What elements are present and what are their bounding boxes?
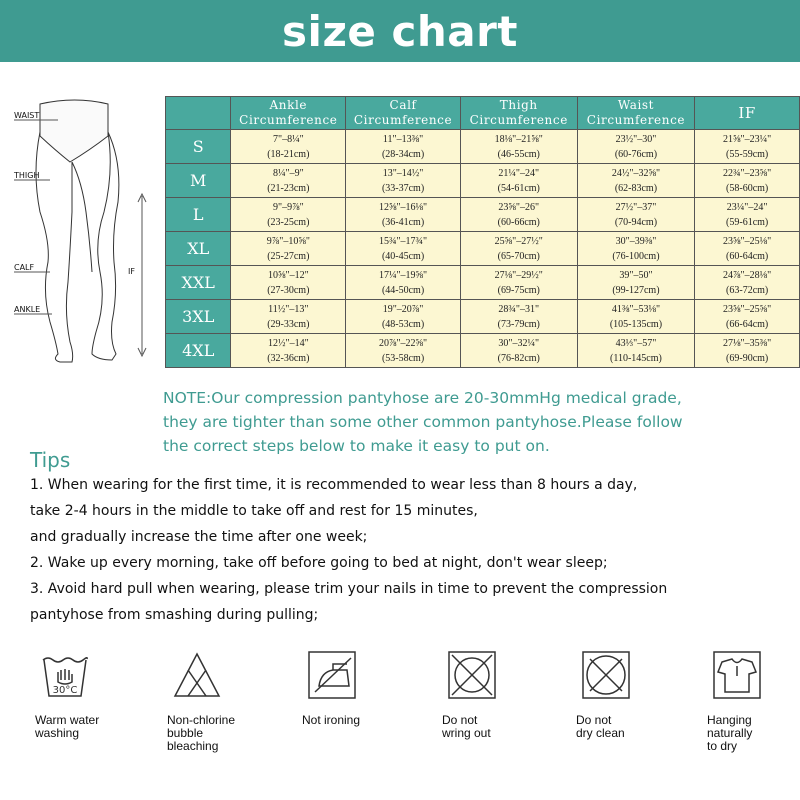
care-item-hang-dry <box>707 650 800 753</box>
value-cell: 27⅛"–35⅜" (69-90cm) <box>695 334 800 368</box>
care-item-no-dry-clean <box>576 650 686 740</box>
tip-line: 1. When wearing for the first time, it is recommended to wear less than 8 hours a day, <box>30 477 638 493</box>
value-cell: 24⅞"–28⅛" (63-72cm) <box>695 266 800 300</box>
care-instructions <box>0 650 800 790</box>
table-row <box>166 130 800 164</box>
care-label: Not ironing <box>302 713 361 727</box>
table-row <box>166 198 800 232</box>
table-row <box>166 300 800 334</box>
value-cell: 7"–8¼" (18-21cm) <box>231 130 346 164</box>
value-cell: 11½"–13" (29-33cm) <box>231 300 346 334</box>
table-row <box>166 232 800 266</box>
value-cell: 20⅞"–22⅝" (53-58cm) <box>346 334 461 368</box>
column-header: Calf Circumference <box>346 97 461 130</box>
value-cell: 19"–20⅞" (48-53cm) <box>346 300 461 334</box>
tips-heading: Tips <box>30 448 71 472</box>
column-header: IF <box>695 97 800 130</box>
value-cell: 23⅝"–25⅝" (66-64cm) <box>695 300 800 334</box>
table-row <box>166 266 800 300</box>
no-dry-clean-icon <box>581 650 631 700</box>
size-cell: 3XL <box>166 300 231 334</box>
tip-line: 2. Wake up every morning, take off before going to bed at night, don't wear sleep; <box>30 555 608 571</box>
value-cell: 27½"–37" (70-94cm) <box>577 198 695 232</box>
legs-illustration <box>0 92 162 382</box>
header-banner <box>0 0 800 62</box>
value-cell: 17¼"–19⅝" (44-50cm) <box>346 266 461 300</box>
value-cell: 21¼"–24" (54-61cm) <box>460 164 577 198</box>
value-cell: 23⅝"–26" (60-66cm) <box>460 198 577 232</box>
table-row <box>166 334 800 368</box>
value-cell: 11"–13⅜" (28-34cm) <box>346 130 461 164</box>
tip-line: 3. Avoid hard pull when wearing, please trim your nails in time to prevent the compression <box>30 581 668 597</box>
warm-wash-icon <box>40 650 90 700</box>
size-cell: XL <box>166 232 231 266</box>
value-cell: 18⅛"–21⅝" (46-55cm) <box>460 130 577 164</box>
note-text <box>163 386 795 458</box>
value-cell: 30"–32¼" (76-82cm) <box>460 334 577 368</box>
care-item-no-wring <box>442 650 552 740</box>
hang-dry-icon <box>712 650 762 700</box>
care-item-warm-wash <box>35 650 145 740</box>
value-cell: 43⅓"–57" (110-145cm) <box>577 334 695 368</box>
value-cell: 41⅜"–53⅛" (105-135cm) <box>577 300 695 334</box>
value-cell: 13"–14½" (33-37cm) <box>346 164 461 198</box>
tip-line: take 2-4 hours in the middle to take off and rest for 15 minutes, <box>30 503 478 519</box>
page-title: size chart <box>282 6 518 56</box>
column-header: Thigh Circumference <box>460 97 577 130</box>
note-line: they are tighter than some other common pantyhose.Please follow <box>163 413 683 431</box>
value-cell: 23⅝"–25⅛" (60-64cm) <box>695 232 800 266</box>
no-bleach-icon <box>172 650 222 700</box>
value-cell: 24½"–32⅝" (62-83cm) <box>577 164 695 198</box>
no-iron-icon <box>307 650 357 700</box>
care-label: Hanging naturally to dry <box>707 713 753 753</box>
waist-label: WAIST <box>14 111 40 120</box>
care-item-no-iron <box>302 650 412 727</box>
thigh-label: THIGH <box>14 171 40 180</box>
value-cell: 21⅝"–23¼" (55-59cm) <box>695 130 800 164</box>
size-cell: M <box>166 164 231 198</box>
tip-line: and gradually increase the time after one week; <box>30 529 368 545</box>
value-cell: 28¾"–31" (73-79cm) <box>460 300 577 334</box>
value-cell: 23¼"–24" (59-61cm) <box>695 198 800 232</box>
value-cell: 25⅝"–27½" (65-70cm) <box>460 232 577 266</box>
table-row <box>166 164 800 198</box>
value-cell: 12⅝"–16⅛" (36-41cm) <box>346 198 461 232</box>
tip-line: pantyhose from smashing during pulling; <box>30 607 319 623</box>
care-label: Do not dry clean <box>576 713 625 740</box>
note-line: the correct steps below to make it easy to put on. <box>163 437 550 455</box>
value-cell: 10⅝"–12" (27-30cm) <box>231 266 346 300</box>
ankle-label: ANKLE <box>14 305 41 314</box>
size-cell: S <box>166 130 231 164</box>
tips-list <box>30 472 795 628</box>
size-table <box>165 96 800 368</box>
care-item-no-bleach <box>167 650 277 753</box>
calf-label: CALF <box>14 263 35 272</box>
table-corner-cell <box>166 97 231 130</box>
value-cell: 23½"–30" (60-76cm) <box>577 130 695 164</box>
care-label: Warm water washing <box>35 713 100 740</box>
if-label: IF <box>128 267 135 276</box>
value-cell: 39"–50" (99-127cm) <box>577 266 695 300</box>
value-cell: 30"–39⅜" (76-100cm) <box>577 232 695 266</box>
value-cell: 27⅛"–29½" (69-75cm) <box>460 266 577 300</box>
no-wring-icon <box>447 650 497 700</box>
leg-diagram <box>0 92 162 382</box>
value-cell: 15¾"–17¾" (40-45cm) <box>346 232 461 266</box>
table-header-row <box>166 97 800 130</box>
care-label: Non-chlorine bubble bleaching <box>167 713 236 753</box>
svg-text:30°C: 30°C <box>52 685 78 696</box>
size-cell: XXL <box>166 266 231 300</box>
value-cell: 12½"–14" (32-36cm) <box>231 334 346 368</box>
note-line: NOTE:Our compression pantyhose are 20-30mmHg medical grade, <box>163 389 682 407</box>
size-cell: 4XL <box>166 334 231 368</box>
value-cell: 9⅞"–10⅝" (25-27cm) <box>231 232 346 266</box>
column-header: Ankle Circumference <box>231 97 346 130</box>
care-label: Do not wring out <box>442 713 491 740</box>
value-cell: 8¼"–9" (21-23cm) <box>231 164 346 198</box>
value-cell: 22¾"–23⅝" (58-60cm) <box>695 164 800 198</box>
value-cell: 9"–9⅞" (23-25cm) <box>231 198 346 232</box>
column-header: Waist Circumference <box>577 97 695 130</box>
size-cell: L <box>166 198 231 232</box>
